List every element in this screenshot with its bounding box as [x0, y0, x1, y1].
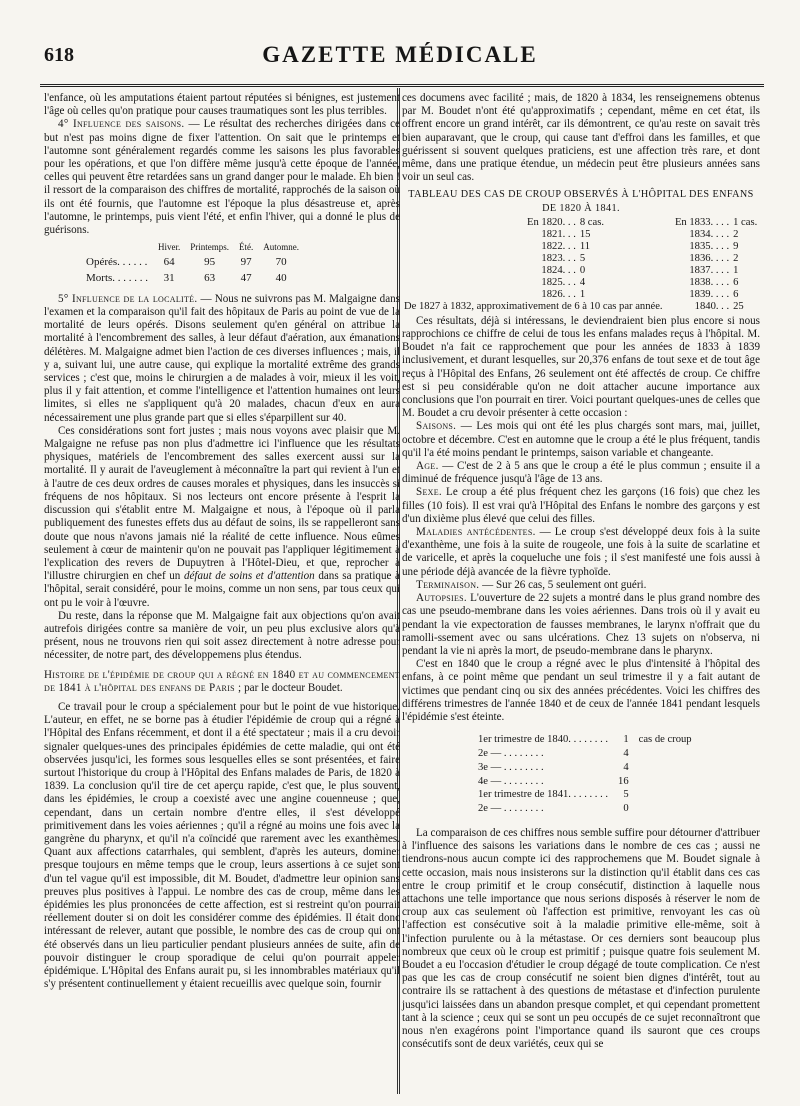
- table-cell: 4: [623, 761, 629, 773]
- table-cell: cas de croup: [638, 734, 692, 746]
- table-cell: 6: [733, 288, 739, 300]
- table-cell: 0: [623, 803, 629, 815]
- table-cell: [635, 803, 696, 815]
- table-cell: 31: [163, 271, 175, 284]
- section-heading: Saisons.: [416, 420, 457, 433]
- table-cell: 4: [623, 747, 629, 759]
- paragraph: l'enfance, où les amputations étaient partout réputées si bénignes, est justement l'âge où celles qu'on pratique pour causes traumatiques sont les plus terribles.: [44, 92, 400, 118]
- table-cell: [635, 762, 696, 774]
- journal-title: GAZETTE MÉDICALE: [262, 42, 538, 67]
- row-label: Opérés. . . . . .: [86, 256, 148, 269]
- table-cell: 1839. . . .: [689, 288, 730, 300]
- table-cell: 63: [204, 271, 216, 284]
- paragraph: [44, 293, 400, 425]
- paragraph-text: Ces considérations sont fort justes ; mais nous voyons avec plaisir que M. Malgaigne ne refuse pas non plus d'admettre ici l'influence que les résultats physiques, matériels de l'encombrement des salles exercent aussi sur la mortalité. Il y aurait de l'aveuglement à méconnaître la part qui revient à l'un et à l'autre de ces deux ordres de causes morales et physiques, dans les insuccès si fréquens de nos hôpitaux. Si nos lecteurs ont encore présente à l'esprit la discussion qui s'établit entre M. Malgaigne et nous, à l'époque où il parla publiquement des funestes effets dus au défaut de soins, ils se rappelleront sans doute que nous n'avons jamais nié la réalité de cette influence. Nous eûmes seulement à cœur de maintenir qu'on ne pouvait pas l'appliquer légitimement à l'explication des revers de Dupuytren à l'Hôtel-Dieu, et que, reprocher à l'illustre chirurgien en chef un: [44, 424, 400, 583]
- table-cell: 70: [275, 256, 287, 269]
- table-cell: 1837. . . .: [689, 264, 730, 276]
- section-heading: 4° Influence des saisons.: [58, 118, 185, 131]
- section-heading: Maladies antécédentes.: [416, 526, 536, 539]
- table-cell: 95: [204, 256, 216, 269]
- table-row: [82, 256, 303, 269]
- table-cell: [635, 789, 696, 801]
- page-header: [40, 40, 760, 74]
- section-heading: Age.: [416, 460, 439, 473]
- table-cell: En 1820. . .: [527, 216, 576, 228]
- table-cell: 1: [733, 264, 739, 276]
- table-cell: 25: [733, 300, 744, 312]
- table-row: [402, 253, 760, 265]
- header-rule: [40, 84, 764, 87]
- table-header: Hiver.: [158, 242, 181, 253]
- paragraph: Du reste, dans la réponse que M. Malgaigne fait aux objections qu'on avait autrefois dirigées contre sa manière de voir, un peu plus exclusive alors qu'à présent, nous ne trouvons rien qui soit assez directement à notre adresse pour nécessiter, de notre part, des développemens plus étendus.: [44, 609, 400, 662]
- page-number: 618: [44, 44, 74, 66]
- table-cell: 2e — . . . . . . . .: [478, 747, 544, 759]
- table-cell: 40: [275, 271, 287, 284]
- table-header: Automne.: [263, 242, 300, 253]
- table-cell: 4: [579, 276, 586, 288]
- paragraph: ces documens avec facilité ; mais, de 1820 à 1834, les renseignemens obtenus par M. Boudet n'ont été qu'approximatifs ; cependant, même en cet état, ils offrent encore un grand intérêt, car ils démontrent, ce qu'au reste on savait très bien auparavant, que le croup, qui cause tant d'effroi dans les familles, et que guérissent si souvent quelques praticiens, est une affection très rare, et dont même, dans une pratique étendue, un médecin peut être plusieurs années sans voir un seul cas.: [402, 92, 760, 184]
- table-row: [402, 229, 760, 241]
- table-cell: 2: [733, 252, 739, 264]
- table-cell: 5: [579, 252, 586, 264]
- table-cell: 1826. . .: [541, 288, 576, 300]
- table-row: [402, 301, 760, 313]
- trimester-table: [472, 732, 698, 817]
- paragraph-text: — Le croup s'est développé deux fois à la suite d'exanthème, une fois à la suite de rougeole, une fois à la suite de scarlatine et de varicelle, et après la coqueluche une fois ; il s'est manifesté une fois aussi à une période déjà avancée de la fièvre typhoïde.: [402, 526, 760, 578]
- section-heading: 5° Influence de la localité.: [58, 292, 198, 305]
- table-cell: En 1833. . . .: [674, 216, 730, 228]
- paragraph: Ces résultats, déjà si intéressans, le deviendraient bien plus encore si nous rapprochions ce chiffre de celui de tous les enfans malades reçus à l'hôpital. M. Boudet n'a fait ce rapprochement que pour les années de 1833 à 1839 inclusivement, et durant lesquelles, sur 20,376 enfans de tout sexe et de tout âge reçus à l'Hôpital des Enfans, 26 seulement ont été affectés de croup. Ce chiffre est si peu considérable qu'on ne doit attacher aucune importance aux conclusions que l'on pourrait en tirer. Voici pourtant quelques-unes de celles que M. Boudet a cru devoir présenter à cette occasion :: [402, 314, 760, 420]
- table-cell: De 1827 à 1832, approximativement de 6 à 10 cas par année.: [404, 300, 663, 312]
- table-row: [402, 277, 760, 289]
- table-cell: 9: [733, 240, 739, 252]
- table-cell: 1 cas.: [733, 216, 758, 228]
- paragraph: [402, 579, 760, 592]
- paragraph-text: L'ouverture de 22 sujets a montré dans le plus grand nombre des cas une pseudo-membrane dans les voies aériennes. Dans trois où il y avait eu pendant la vie expectoration de fausses membranes, le larynx n'offrait que du ramolli-ssement avec ou sans ulcérations. Chez 13 sujets on n'observa, ni pendant la vie ni après la mort, de pseudo-membrane dans le pharynx.: [402, 592, 760, 657]
- section-heading: Sexe.: [416, 486, 442, 499]
- table-cell: 1823. . .: [541, 252, 576, 264]
- table-row: [402, 289, 760, 301]
- paragraph-text: Le croup a été plus fréquent chez les garçons (16 fois) que chez les filles (10 fois). Il est vrai qu'à l'Hôpital des Enfans le nombre des garçons y est d'un dixième plus élevé que celui des filles.: [402, 486, 760, 525]
- paragraph: [44, 118, 400, 237]
- table-cell: 1840. . .: [694, 300, 730, 312]
- table-header: Printemps.: [190, 242, 230, 253]
- paragraph: [44, 425, 400, 610]
- table-cell: 2e — . . . . . . . .: [478, 803, 544, 815]
- paragraph-text: — Le résultat des recherches dirigées dans ce but n'est pas moins digne de fixer l'attention. On sait que le printemps et l'automne sont généralement regardés comme les saisons les plus favorables pour les opérations, et que l'on diffère même jusqu'à cette époque de l'année, celles qui peuvent être retardées sans un grand danger pour le malade. Eh bien ! il ressort de la comparaison des chiffres de mortalité, rapprochés de la saison où ils ont été fournis, que l'automne est l'époque la plus désastreuse et, après l'automne, le printemps, puis vient l'été, et enfin l'hiver, qui a donné le plus de guérisons.: [44, 118, 400, 237]
- article-title: Histoire de l'épidémie de croup qui a régné en 1840 et au commencement de 1841 à l'hôpital des enfans de Paris ;: [44, 668, 400, 694]
- table-row: [474, 776, 696, 788]
- table-cell: 1822. . .: [541, 240, 576, 252]
- paragraph-text: dans sa pratique à l'hôpital, serait considéré, pour le moins, comme un non sens, par tous ceux qui ont pu le voir à l'œuvre.: [44, 570, 400, 609]
- table-cell: [635, 776, 696, 788]
- table-cell: 4e — . . . . . . . .: [478, 775, 544, 787]
- table-title: TABLEAU DES CAS DE CROUP OBSERVÉS À L'HÔPITAL DES ENFANS DE 1820 À 1841.: [408, 189, 754, 214]
- table-cell: 1838. . . .: [689, 276, 730, 288]
- table-cell: 1er trimestre de 1840. . . . . . . .: [478, 734, 609, 746]
- paragraph: [402, 420, 760, 460]
- right-column: [402, 92, 760, 1051]
- table-cell: 5: [623, 789, 629, 801]
- table-cell: [635, 748, 696, 760]
- table-cell: 1836. . . .: [689, 252, 730, 264]
- article-author: par le docteur Boudet.: [241, 681, 343, 694]
- table-cell: 1er trimestre de 1841. . . . . . . .: [478, 789, 609, 801]
- article-heading: [44, 669, 400, 695]
- table-row: [474, 789, 696, 801]
- paragraph-text: — Les mois qui ont été les plus chargés sont mars, mai, juillet, octobre et décembre. C'est en automne que le croup a été le plus fréquent, tandis qu'il l'a été moins pendant le printemps, saison variable et changeante.: [402, 420, 760, 459]
- paragraph: [402, 486, 760, 526]
- paragraph: Ce travail pour le croup a spécialement pour but le point de vue historique. L'auteur, en effet, ne se borne pas à étudier l'épidémie de croup qui a régné à l'Hôpital des Enfans récemment, et dont il a été spectateur ; mais il a cru devoir signaler quelques-unes des principales épidémies de cette maladie, qui ont été observées jusqu'ici, les formes sous lesquelles elles se sont présentées, et faire surtout l'historique du croup à l'Hôpital des Enfans malades de Paris, de 1820 à 1839. La conclusion qu'il tire de cet aperçu rapide, c'est que, le plus souvent, dans les épidémies, le croup a coexisté avec une angine couenneuse ; que, cependant, dans un certain nombre d'entre elles, il s'est développé primitivement dans les voies aériennes ; qu'il a régné au moins une fois avec la gangrène du pharynx, et qu'il n'a coïncidé que rarement avec les exanthèmes. Quant aux affections catarrhales, qui semblent, d'après les auteurs, dominer presque toujours en même temps que le croup, leurs assertions à ce sujet sont d'un tel vague qu'il est impossible, dit M. Boudet, d'admettre leur opinion sans preuves plus positives à l'appui. Le nombre des cas de croup, même dans les épidémies les plus prononcées de cette affection, est si restreint qu'on pourrait réellement douter si on doit les considérer comme des épidémies. Il était donc intéressant de relever, autant que possible, le nombre des cas de croup qui ont été observés dans un lieu particulier pendant plusieurs années de suite, afin de pouvoir distinguer le croup sporadique de celui qu'on pourrait appeler épidémique. L'Hôpital des Enfans aurait pu, si les innombrables matériaux qu'il s'y présentent continuellement y étaient recueillis avec quelque soin, fournir: [44, 700, 400, 991]
- table-row: [402, 265, 760, 277]
- table-row: [474, 734, 696, 746]
- paragraph-text: — Nous ne suivrons pas M. Malgaigne dans l'examen et la comparaison qu'il fait des hôpitaux de Paris au point de vue de la mortalité de leurs opérés. Disons seulement qu'en général on attribue la mortalité à l'encombrement des salles, à leur défaut d'aération, aux émanations délétères. M. Malgaigne admet bien l'action de ces diverses influences ; mais, il y a, suivant lui, une autre cause, qui explique la mortalité extrême des grands services ; c'est que, moins le chirurgien a de malades à voir, mieux il les voit, plus il y fait attention, et comme l'intelligence et l'attention humaines ont leurs limites, si elles ne s'appliquent qu'à 20 malades, chacun d'eux en aura nécessairement une plus grande part que si elles s'éparpillent sur 40.: [44, 292, 401, 424]
- table-cell: 47: [240, 271, 252, 284]
- paragraph-text: — C'est de 2 à 5 ans que le croup a été le plus commun ; ensuite il a diminué de fréquence jusqu'à l'âge de 13 ans.: [402, 460, 760, 486]
- paragraph: [402, 592, 760, 658]
- paragraph: La comparaison de ces chiffres nous semble suffire pour détourner d'attribuer à l'influence des saisons les variations dans le nombre de ces cas ; aussi ne tiendrons-nous aucun compte ici des rapprochemens que M. Boudet signale à cette occasion, mais nous insisterons sur la distinction qu'il établit dans ces cas entre le croup primitif et le croup consécutif, distinction à laquelle nous attachons une telle importance que nous serions disposés à réserver le nom de croup aux cas seulement où l'affection est primitive, renvoyant les cas où l'affection est consécutive soit à la maladie primitive elle-même, soit à l'infection purulente ou à la métastase. Or ces derniers sont beaucoup plus nombreux que ceux où le croup est primitif ; puisque quatre fois seulement M. Boudet a eu l'occasion d'étudier le croup dégagé de toute complication. Ce n'est pas que les cas de croup consécutif ne soient bien dignes d'intérêt, tout au contraire ils se rattachent à des questions de métastase et d'infection purulente jusqu'ici laissées dans un abandon presque complet, et qui cependant promettent tant à la science ; ceux qui se sont un peu occupés de ce sujet reconnaîtront que nous n'en exagérons point l'importance quand ils sauront que ces croups consécutifs sont de deux variétés, ceux qui se: [402, 826, 760, 1051]
- table-row: [402, 217, 760, 229]
- season-table: [80, 239, 305, 287]
- paragraph: [402, 460, 760, 486]
- paragraph: C'est en 1840 que le croup a régné avec le plus d'intensité à l'hôpital des enfans, à ce point même que pendant un seul trimestre il y a fait autant de victimes que pendant cinq ou six des années précédentes. Voici les chiffres des différens trimestres de l'année 1840 et de ceux de l'année 1841 pendant lesquels l'épidémie s'est éteinte.: [402, 658, 760, 723]
- table-row: [402, 241, 760, 253]
- table-header: Été.: [239, 242, 254, 253]
- table-cell: 1824. . .: [541, 264, 576, 276]
- paragraph-text: — Sur 26 cas, 5 seulement ont guéri.: [479, 578, 647, 591]
- table-cell: 1821. . .: [541, 228, 576, 240]
- section-heading: Autopsies.: [416, 592, 467, 605]
- table-cell: 6: [733, 276, 739, 288]
- table-row: [82, 272, 303, 285]
- table-row: [474, 762, 696, 774]
- table-cell: 97: [240, 256, 252, 269]
- table-cell: 1: [623, 734, 629, 746]
- section-heading: Terminaison.: [416, 578, 480, 591]
- emphasis-text: défaut de soins et d'attention: [183, 570, 315, 583]
- paragraph: [402, 526, 760, 579]
- table-row: [474, 748, 696, 760]
- table-row: [474, 803, 696, 815]
- left-column: [44, 92, 400, 991]
- table-cell: 0: [579, 264, 586, 276]
- table-cell: 11: [579, 240, 591, 252]
- row-label: Morts. . . . . . .: [86, 271, 149, 284]
- table-cell: 3e — . . . . . . . .: [478, 761, 544, 773]
- table-cell: 2: [733, 228, 739, 240]
- table-cell: 64: [163, 256, 175, 269]
- table-cell: 15: [579, 228, 591, 240]
- table-cell: 8 cas.: [579, 216, 604, 228]
- table-cell: 1825. . .: [541, 276, 576, 288]
- table-cell: 1: [579, 288, 586, 300]
- table-cell: 16: [618, 775, 629, 787]
- table-cell: 1835. . . .: [689, 240, 730, 252]
- table-cell: 1834. . . .: [689, 228, 730, 240]
- croup-cases-table: [402, 217, 760, 313]
